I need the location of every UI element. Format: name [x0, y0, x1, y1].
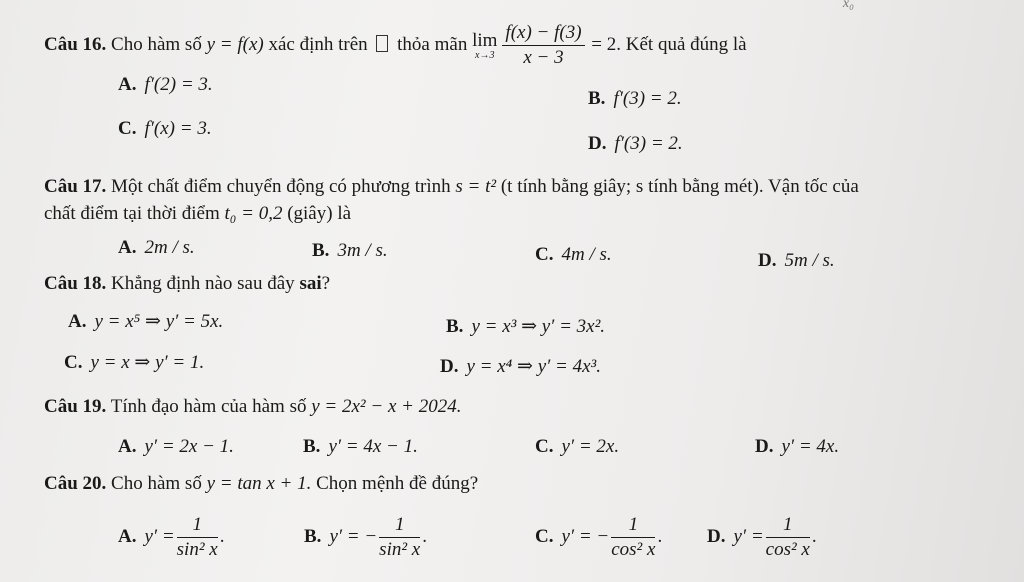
- limit-fraction: [502, 22, 584, 69]
- q17-option-d[interactable]: [758, 250, 835, 272]
- question-16-label: Câu 16.: [44, 33, 107, 55]
- limit-value: = 2.: [591, 33, 622, 55]
- question-20-label: Câu 20.: [44, 473, 107, 494]
- option-fraction: [766, 514, 810, 561]
- option-text: f′(x) = 3.: [144, 118, 212, 139]
- q16-option-c[interactable]: [118, 118, 212, 140]
- question-20-text-a: Cho hàm số: [111, 473, 202, 494]
- option-letter: B.: [312, 240, 330, 261]
- fraction-denominator: sin² x: [379, 539, 421, 560]
- q16-option-a[interactable]: [118, 74, 213, 96]
- option-text: y = x⁵ ⇒ y′ = 5x.: [94, 311, 224, 332]
- q18-option-d[interactable]: [440, 356, 601, 378]
- option-text: 3m / s.: [337, 240, 388, 261]
- question-17-stem-line-1: [44, 176, 859, 198]
- lim-word: lim: [472, 29, 498, 51]
- option-letter: D.: [755, 436, 774, 457]
- option-text: f′(3) = 2.: [614, 133, 683, 154]
- q18-option-b[interactable]: [446, 316, 605, 338]
- option-letter: A.: [118, 237, 137, 258]
- option-letter: B.: [303, 436, 321, 457]
- option-text: y = x³ ⇒ y′ = 3x².: [471, 316, 606, 337]
- question-17-text-d: (giây) là: [287, 203, 352, 224]
- question-19-function: y = 2x² − x + 2024.: [311, 396, 462, 417]
- option-letter: A.: [118, 525, 137, 547]
- q16-option-d[interactable]: [588, 133, 683, 155]
- header-fragment: x₀: [842, 0, 854, 11]
- option-letter: D.: [440, 356, 459, 377]
- option-text: y = x⁴ ⇒ y′ = 4x³.: [466, 356, 601, 377]
- option-letter: D.: [588, 133, 607, 154]
- option-letter: C.: [118, 118, 137, 139]
- question-17-text-a: Một chất điểm chuyển động có phương trình: [111, 176, 451, 197]
- question-19-stem: [44, 396, 461, 418]
- option-letter: C.: [535, 436, 554, 457]
- option-fraction: [177, 514, 218, 561]
- question-17-label: Câu 17.: [44, 176, 107, 197]
- question-16-text-a: Cho hàm số: [111, 33, 202, 55]
- option-prefix: y′ =: [733, 525, 764, 547]
- option-letter: D.: [707, 525, 726, 547]
- question-16-text-b: xác định trên: [268, 33, 368, 55]
- q20-option-a[interactable]: [118, 514, 224, 561]
- option-letter: B.: [588, 88, 606, 109]
- option-end: .: [219, 525, 225, 547]
- option-letter: C.: [535, 525, 554, 547]
- q19-option-c[interactable]: [535, 436, 619, 458]
- question-19-label: Câu 19.: [44, 396, 107, 417]
- option-text: y′ = 4x − 1.: [328, 436, 418, 457]
- fraction-numerator: 1: [766, 514, 810, 538]
- q19-option-d[interactable]: [755, 436, 839, 458]
- question-17-text-b: (t tính bằng giây; s tính bằng mét). Vận tốc của: [500, 176, 859, 197]
- option-letter: B.: [304, 525, 322, 547]
- fraction-numerator: 1: [611, 514, 655, 538]
- missing-glyph-box: [376, 35, 388, 52]
- question-18-stem: [44, 273, 330, 295]
- question-16-function: y = f(x): [206, 33, 264, 55]
- fraction-denominator: cos² x: [611, 539, 656, 560]
- option-text: f′(2) = 3.: [144, 74, 213, 95]
- option-fraction: [611, 514, 655, 561]
- option-text: y′ = 2x.: [561, 436, 620, 457]
- q18-option-c[interactable]: [64, 352, 204, 374]
- question-20-function: y = tan x + 1.: [206, 473, 312, 494]
- option-prefix: y′ = −: [329, 525, 378, 547]
- question-19-text: Tính đạo hàm của hàm số: [110, 396, 307, 417]
- question-18-label: Câu 18.: [44, 273, 107, 294]
- option-prefix: y′ =: [144, 525, 175, 547]
- option-fraction: [379, 514, 420, 561]
- question-17-text-c: chất điểm tại thời điểm: [44, 203, 220, 224]
- option-letter: D.: [758, 250, 777, 271]
- option-letter: B.: [446, 316, 464, 337]
- question-17-stem-line-2: [44, 203, 351, 225]
- lim-subscript: x→3: [475, 49, 495, 61]
- option-text: f′(3) = 2.: [613, 88, 682, 109]
- option-text: 4m / s.: [561, 244, 612, 265]
- question-17-equation: s = t²: [455, 176, 497, 197]
- fraction-denominator: cos² x: [765, 539, 810, 560]
- q19-option-b[interactable]: [303, 436, 418, 458]
- option-text: y′ = 4x.: [781, 436, 840, 457]
- q17-option-b[interactable]: [312, 240, 388, 262]
- q20-option-b[interactable]: [304, 514, 427, 561]
- question-18-emphasis: sai: [299, 273, 322, 294]
- q17-option-a[interactable]: [118, 237, 195, 259]
- q17-option-c[interactable]: [535, 244, 612, 266]
- fraction-denominator: x − 3: [523, 47, 564, 68]
- question-18-text: Khẳng định nào sau đây: [111, 273, 295, 294]
- q16-option-b[interactable]: [588, 88, 682, 110]
- question-17-time: t₀ = 0,2: [224, 203, 283, 224]
- option-end: .: [422, 525, 427, 547]
- option-letter: C.: [64, 352, 83, 373]
- option-prefix: y′ = −: [561, 525, 610, 547]
- question-20-text-b: Chọn mệnh đề đúng?: [316, 473, 479, 494]
- question-16-text-c: thỏa mãn: [397, 33, 468, 55]
- q19-option-a[interactable]: [118, 436, 234, 458]
- option-letter: A.: [68, 311, 87, 332]
- q20-option-d[interactable]: [707, 514, 817, 561]
- question-16-stem: [44, 22, 747, 69]
- option-text: y = x ⇒ y′ = 1.: [90, 352, 205, 373]
- option-end: .: [811, 525, 817, 547]
- option-letter: A.: [118, 436, 137, 457]
- limit-expression: [472, 31, 497, 61]
- fraction-numerator: f(x) − f(3): [502, 22, 584, 46]
- q20-option-c[interactable]: [535, 514, 662, 561]
- question-16-text-d: Kết quả đúng là: [625, 33, 747, 55]
- option-text: 2m / s.: [144, 237, 195, 258]
- option-end: .: [657, 525, 663, 547]
- question-20-stem: [44, 473, 478, 495]
- option-letter: A.: [118, 74, 137, 95]
- option-text: 5m / s.: [784, 250, 835, 271]
- fraction-numerator: 1: [379, 514, 420, 538]
- q18-option-a[interactable]: [68, 311, 223, 333]
- fraction-numerator: 1: [177, 514, 218, 538]
- question-18-end: ?: [321, 273, 331, 294]
- option-letter: C.: [535, 244, 554, 265]
- option-text: y′ = 2x − 1.: [144, 436, 234, 457]
- fraction-denominator: sin² x: [176, 539, 218, 560]
